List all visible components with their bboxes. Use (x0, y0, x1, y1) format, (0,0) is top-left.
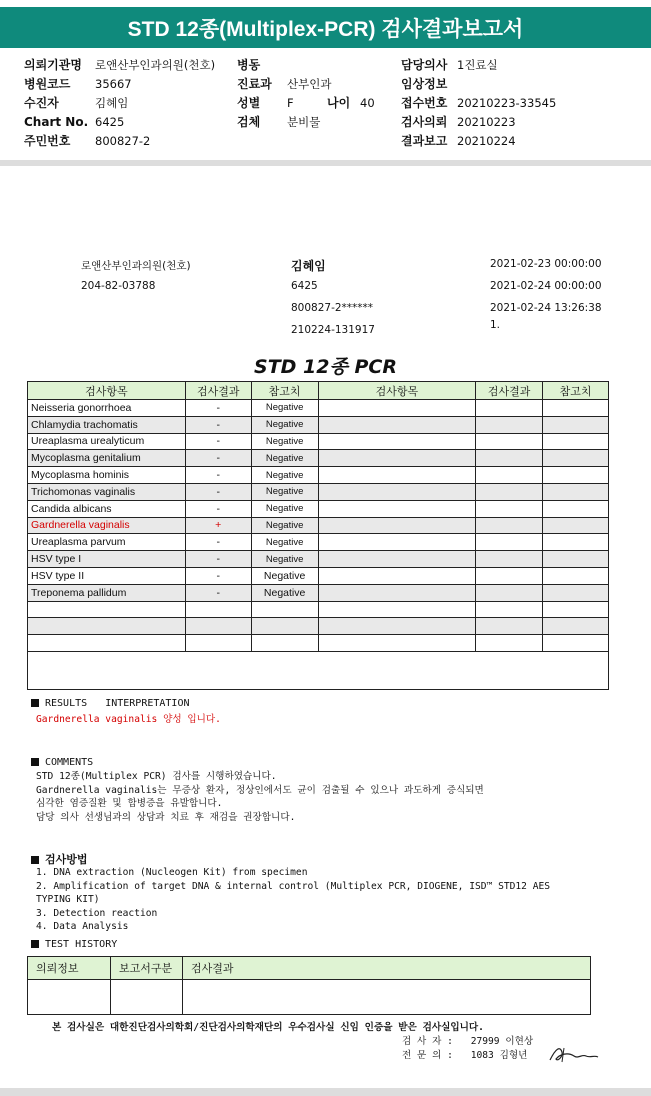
info-barcode: 210224-131917 (291, 324, 375, 336)
specimen-value: 분비물 (287, 115, 321, 129)
ward-label: 병동 (237, 58, 261, 72)
table-header-row (28, 382, 609, 400)
history-heading: TEST HISTORY (31, 938, 117, 950)
col-header-ref-2: 참고치 (543, 382, 609, 400)
square-bullet-icon (31, 856, 39, 864)
test-ref: Negative (251, 400, 318, 417)
test-ref: Negative (251, 551, 318, 568)
test-result: - (185, 534, 251, 551)
specimen-label: 검체 (237, 115, 261, 129)
receipt-no-value: 20210223-33545 (457, 96, 557, 110)
test-ref: Negative (251, 433, 318, 450)
table-row (28, 400, 609, 417)
rrn-label: 주민번호 (24, 134, 71, 148)
square-bullet-icon (31, 758, 39, 766)
table-row-positive (28, 517, 609, 534)
hospital-code-value: 35667 (95, 77, 132, 91)
table-row (28, 584, 609, 601)
rrn-value: 800827-2 (95, 134, 151, 148)
test-ref: Negative (251, 534, 318, 551)
header-divider (0, 160, 651, 166)
doctor-value: 1진료실 (457, 58, 498, 72)
specialist-label: 전 문 의 : (402, 1050, 453, 1061)
request-date-label: 검사의뢰 (401, 115, 448, 129)
specialist-value: 1083 김형년 (470, 1050, 528, 1061)
comment-line: STD 12종(Multiplex PCR) 검사를 시행하였습니다. (36, 771, 277, 782)
report-date-label: 결과보고 (401, 134, 448, 148)
history-col-report-type: 보고서구분 (111, 957, 183, 980)
col-header-ref: 참고치 (251, 382, 318, 400)
table-row (28, 567, 609, 584)
table-row-empty (28, 618, 609, 635)
report-title: STD 12종(Multiplex-PCR) 검사결과보고서 (0, 7, 651, 48)
chart-value: 6425 (95, 115, 125, 129)
square-bullet-icon (31, 699, 39, 707)
test-item: Gardnerella vaginalis (28, 517, 186, 534)
test-item: Treponema pallidum (28, 584, 186, 601)
tester-line (402, 1033, 533, 1047)
footer-divider (0, 1088, 651, 1096)
test-ref: Negative (251, 467, 318, 484)
test-item: Ureaplasma parvum (28, 534, 186, 551)
signature-icon (548, 1042, 600, 1066)
client-label: 의뢰기관명 (24, 58, 82, 72)
test-item: Mycoplasma genitalium (28, 450, 186, 467)
history-col-request: 의뢰정보 (28, 957, 111, 980)
test-ref: Negative (251, 517, 318, 534)
method-line: 3. Detection reaction (36, 907, 158, 919)
test-item: Chlamydia trachomatis (28, 416, 186, 433)
clinical-info-label: 임상정보 (401, 77, 448, 91)
table-row (28, 467, 609, 484)
department-value: 산부인과 (287, 77, 332, 91)
test-result: - (185, 500, 251, 517)
tester-label: 검 사 자 : (402, 1036, 453, 1047)
test-result: - (185, 567, 251, 584)
test-ref: Negative (251, 584, 318, 601)
test-result: - (185, 433, 251, 450)
report-date-value: 20210224 (457, 134, 516, 148)
sex-label: 성별 (237, 96, 261, 110)
history-table (27, 956, 591, 1015)
specialist-line (402, 1047, 527, 1061)
comments-heading: COMMENTS (31, 756, 93, 768)
info-biz-no: 204-82-03788 (81, 280, 156, 292)
test-item: Trichomonas vaginalis (28, 483, 186, 500)
table-row-empty (28, 635, 609, 652)
test-ref: Negative (251, 483, 318, 500)
receipt-no-label: 접수번호 (401, 96, 448, 110)
col-header-result: 검사결과 (185, 382, 251, 400)
test-result: + (185, 517, 251, 534)
method-line: TYPING KIT) (36, 894, 100, 905)
result-table (27, 381, 609, 690)
test-item: HSV type II (28, 567, 186, 584)
certification-text: 본 검사실은 대한진단검사의학회/진단검사의학재단의 우수검사실 신임 인증을 받은 검사실입니다. (52, 1022, 484, 1033)
history-row (28, 980, 591, 1015)
table-row (28, 416, 609, 433)
table-row (28, 450, 609, 467)
tester-value: 27999 이현상 (470, 1036, 534, 1047)
table-row (28, 500, 609, 517)
age-label: 나이 (327, 96, 351, 110)
test-result: - (185, 584, 251, 601)
col-header-item: 검사항목 (28, 382, 186, 400)
info-rrn: 800827-2****** (291, 302, 374, 314)
history-header-row (28, 957, 591, 980)
test-result: - (185, 400, 251, 417)
test-result: - (185, 551, 251, 568)
table-row (28, 551, 609, 568)
header-right-values (457, 56, 556, 151)
col-header-result-2: 검사결과 (476, 382, 543, 400)
patient-value: 김혜임 (95, 96, 129, 110)
square-bullet-icon (31, 940, 39, 948)
test-ref: Negative (251, 416, 318, 433)
info-date-3: 2021-02-24 13:26:38 (490, 302, 602, 314)
info-date-1: 2021-02-23 00:00:00 (490, 258, 602, 270)
test-result: - (185, 483, 251, 500)
test-result: - (185, 450, 251, 467)
department-label: 진료과 (237, 77, 272, 91)
method-line: 1. DNA extraction (Nucleogen Kit) from specimen (36, 867, 308, 878)
info-date-3-suffix: 1. (490, 319, 501, 331)
header-middle (237, 56, 272, 132)
results-text: Gardnerella vaginalis 양성 입니다. (36, 714, 221, 725)
header-left-values (95, 56, 215, 151)
patient-label: 수진자 (24, 96, 59, 110)
method-line: 2. Amplification of target DNA & internal control (Multiplex PCR, DIOGENE, ISD™ STD12 AES (36, 880, 551, 892)
test-ref: Negative (251, 450, 318, 467)
doctor-label: 담당의사 (401, 58, 448, 72)
table-row (28, 483, 609, 500)
age-value: 40 (360, 96, 375, 110)
sex-value: F (287, 96, 294, 110)
test-result: - (185, 467, 251, 484)
info-patient: 김혜임 (291, 259, 326, 273)
method-line: 4. Data Analysis (36, 921, 129, 932)
history-col-result: 검사결과 (183, 957, 591, 980)
pcr-title: STD 12종 PCR (254, 356, 397, 378)
chart-label: Chart No. (24, 115, 89, 129)
test-ref: Negative (251, 567, 318, 584)
info-date-2: 2021-02-24 00:00:00 (490, 280, 602, 292)
hospital-code-label: 병원코드 (24, 77, 71, 91)
test-ref: Negative (251, 500, 318, 517)
comments-body (36, 770, 484, 824)
comment-line: Gardnerella vaginalis는 무증상 환자, 정상인에서도 균이 검출될 수 있으나 과도하게 증식되면 (36, 784, 484, 796)
table-row (28, 433, 609, 450)
col-header-item-2: 검사항목 (318, 382, 476, 400)
header-left (24, 56, 88, 151)
method-body (36, 866, 550, 934)
test-item: Ureaplasma urealyticum (28, 433, 186, 450)
table-row-empty (28, 601, 609, 618)
client-value: 로앤산부인과의원(천호) (95, 58, 216, 72)
test-item: HSV type I (28, 551, 186, 568)
header-right (401, 56, 447, 151)
header-middle-values (287, 56, 331, 132)
test-item: Mycoplasma hominis (28, 467, 186, 484)
test-item: Neisseria gonorrhoea (28, 400, 186, 417)
comment-line: 심각한 염증질환 및 합병증을 유발합니다. (36, 798, 223, 809)
info-clinic: 로앤산부인과의원(천호) (81, 260, 191, 272)
age-field (327, 94, 375, 113)
request-date-value: 20210223 (457, 115, 516, 129)
method-heading: 검사방법 (31, 851, 88, 867)
table-row (28, 534, 609, 551)
info-chart: 6425 (291, 280, 318, 292)
table-row-footer (28, 651, 609, 689)
test-result: - (185, 416, 251, 433)
results-heading: RESULTS INTERPRETATION (31, 697, 190, 709)
comment-line: 담당 의사 선생님과의 상담과 치료 후 재검을 권장합니다. (36, 811, 296, 823)
test-item: Candida albicans (28, 500, 186, 517)
